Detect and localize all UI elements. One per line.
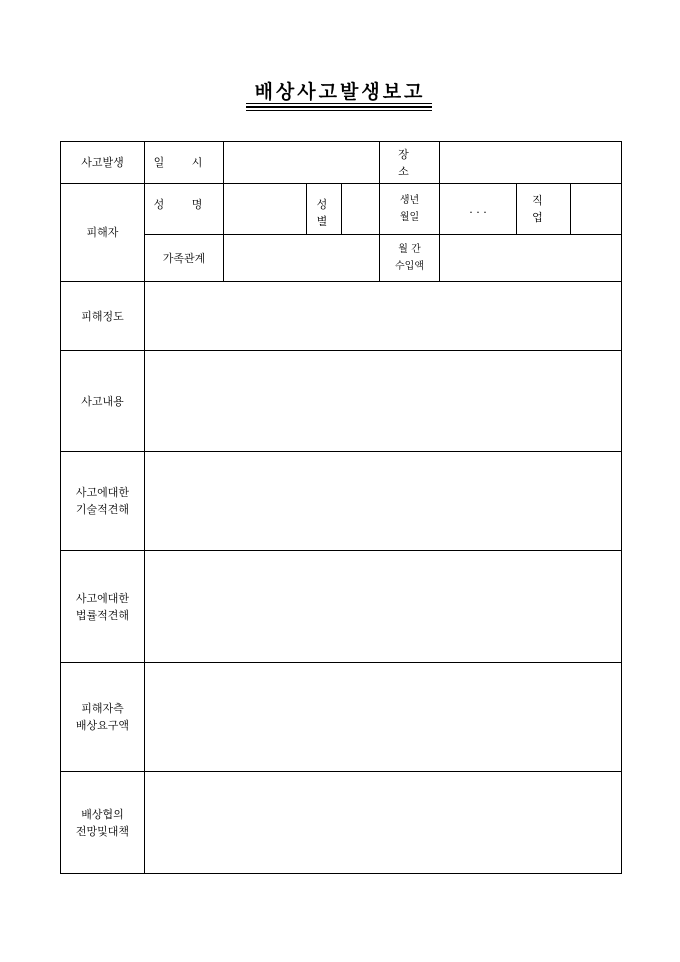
monthly-income-field[interactable] — [440, 235, 622, 282]
job-field[interactable] — [571, 184, 622, 235]
birth-field[interactable]: . . . — [440, 184, 517, 235]
job-label: 직 업 — [517, 184, 571, 235]
technical-opinion-label — [61, 452, 145, 551]
income-label-line2: 수입액 — [395, 261, 424, 272]
gender-field[interactable] — [342, 184, 380, 235]
technical-opinion-field[interactable] — [145, 452, 622, 551]
negotiation-outlook-label — [61, 772, 145, 874]
birth-label-line1: 생년 — [399, 195, 420, 206]
accident-content-label: 사고내용 — [61, 351, 145, 452]
family-relation-field[interactable] — [224, 235, 380, 282]
compensation-claim-label — [61, 663, 145, 772]
datetime-field[interactable] — [224, 142, 380, 184]
legal-opinion-line2: 법률적견해 — [75, 608, 130, 622]
family-relation-label: 가족관계 — [145, 235, 224, 282]
birth-label-line2: 월일 — [399, 212, 420, 223]
compensation-claim-field[interactable] — [145, 663, 622, 772]
document-title: 배상사고발생보고 — [254, 81, 426, 103]
legal-opinion-field[interactable] — [145, 551, 622, 663]
datetime-label: 일 시 — [145, 142, 224, 184]
title-underline-bottom — [246, 107, 432, 111]
negotiation-outlook-line2: 전망및대책 — [75, 824, 130, 838]
negotiation-outlook-line1: 배상협의 — [81, 807, 124, 821]
legal-opinion-line1: 사고에대한 — [75, 591, 130, 605]
monthly-income-label — [380, 235, 440, 282]
victim-label: 피해자 — [61, 184, 145, 282]
damage-degree-field[interactable] — [145, 282, 622, 351]
place-label: 장 소 — [380, 142, 440, 184]
compensation-claim-line1: 피해자측 — [81, 702, 124, 715]
birth-label — [380, 184, 440, 235]
compensation-claim-line2: 배상요구액 — [75, 719, 130, 732]
report-form-table — [60, 141, 622, 874]
negotiation-outlook-field[interactable] — [145, 772, 622, 874]
technical-opinion-line2: 기술적견해 — [75, 503, 130, 516]
victim-name-field[interactable] — [224, 184, 307, 235]
place-field[interactable] — [440, 142, 622, 184]
damage-degree-label: 피해정도 — [61, 282, 145, 351]
gender-label: 성 별 — [307, 184, 342, 235]
victim-name-label: 성 명 — [145, 184, 224, 235]
occurrence-label: 사고발생 — [61, 142, 145, 184]
income-label-line1: 월 간 — [398, 244, 421, 255]
accident-content-field[interactable] — [145, 351, 622, 452]
technical-opinion-line1: 사고에대한 — [75, 486, 130, 499]
legal-opinion-label — [61, 551, 145, 663]
